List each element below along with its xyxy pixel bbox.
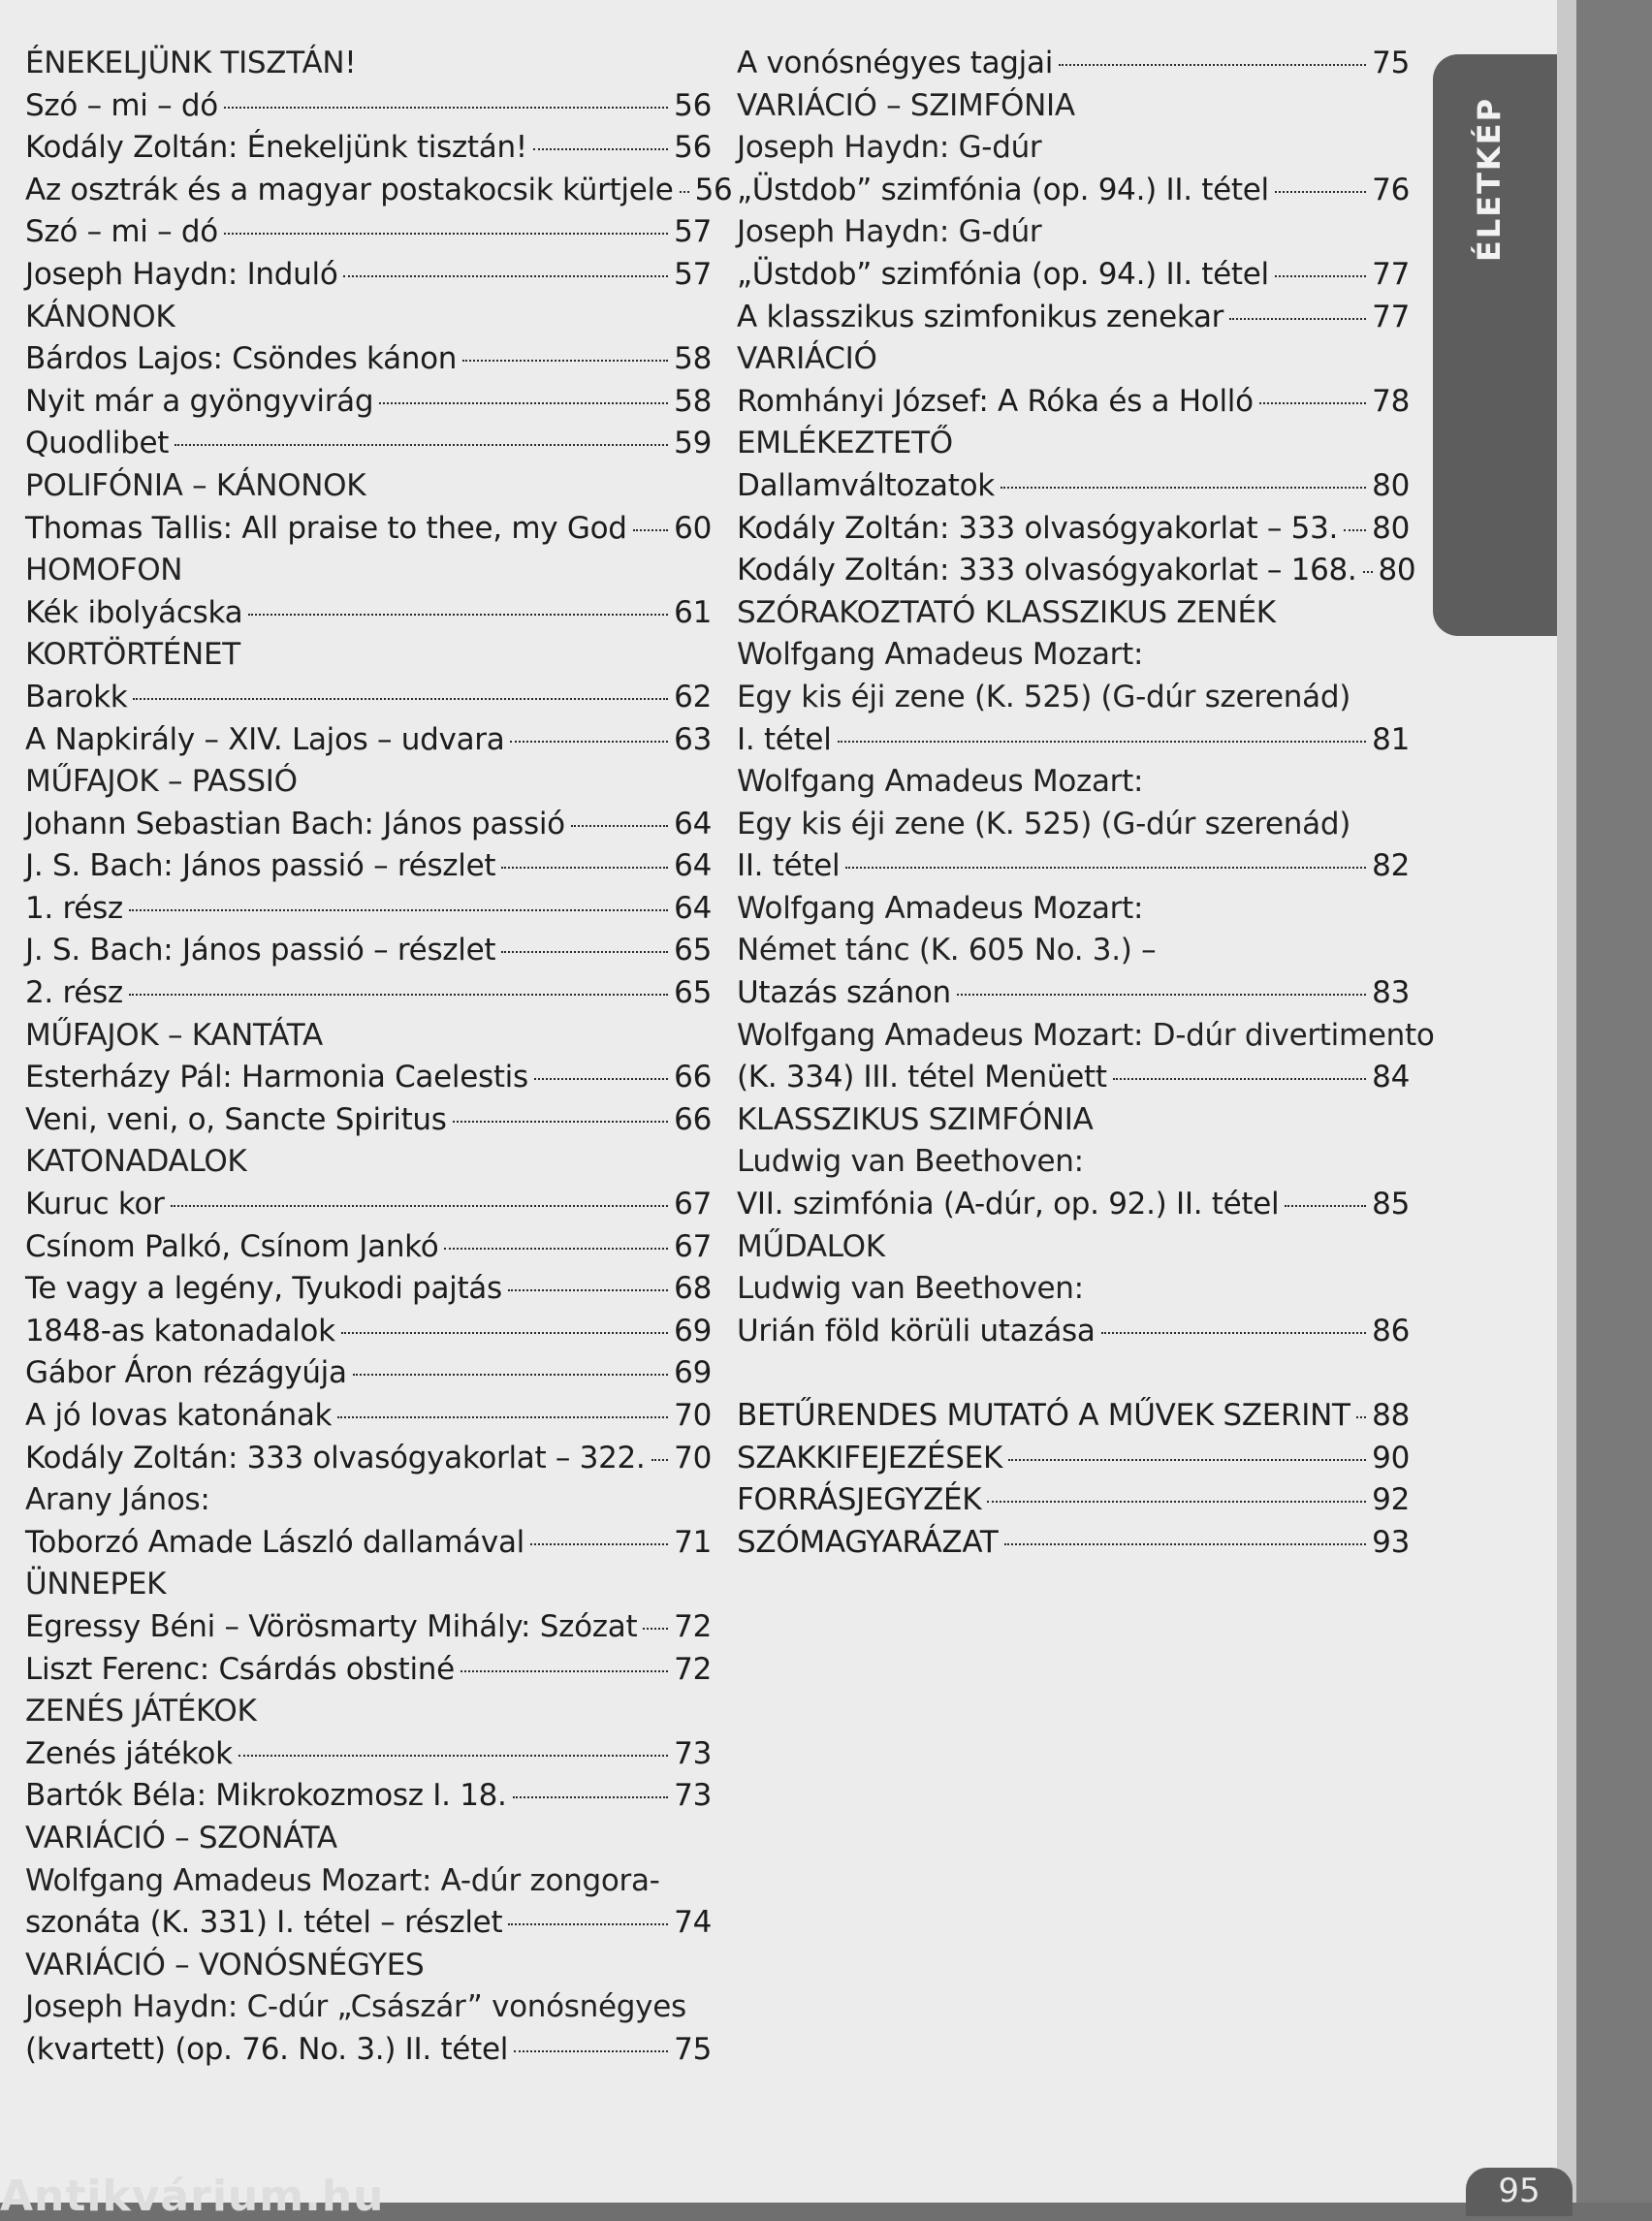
toc-entry: [737, 634, 1410, 677]
toc-entry: [737, 719, 1410, 762]
toc-entry-title: Ludwig van Beethoven:: [737, 1144, 1084, 1180]
toc-entry-title: J. S. Bach: János passió – részlet: [25, 933, 496, 968]
toc-entry-page: 78: [1372, 383, 1410, 419]
toc-entry: [25, 43, 712, 85]
toc-entry: [737, 1184, 1410, 1226]
toc-entry-title: Egy kis éji zene (K. 525) (G-dúr szerenád): [737, 806, 1351, 841]
dot-leader: [1001, 487, 1366, 489]
toc-entry-title: Kodály Zoltán: 333 olvasógyakorlat – 322.: [25, 1440, 646, 1475]
dot-leader: [838, 741, 1367, 743]
background-surface: [1576, 0, 1652, 2203]
toc-entry-page: 90: [1372, 1440, 1410, 1475]
toc-entry: [737, 1522, 1410, 1565]
dot-leader: [133, 698, 668, 700]
toc-entry: [25, 1522, 712, 1565]
toc-entry-title: 2. rész: [25, 975, 123, 1011]
toc-entry-title: Thomas Tallis: All praise to thee, my God: [25, 510, 627, 546]
toc-entry: [737, 888, 1410, 931]
toc-entry-title: SZAKKIFEJEZÉSEK: [737, 1440, 1002, 1475]
toc-entry-page: 70: [674, 1440, 712, 1475]
toc-entry: [737, 43, 1410, 85]
dot-leader: [1363, 571, 1373, 573]
toc-entry-page: 71: [674, 1524, 712, 1560]
dot-leader: [845, 867, 1366, 869]
toc-entry: [25, 1352, 712, 1395]
dot-leader: [1356, 1416, 1367, 1418]
toc-entry: [25, 254, 712, 297]
toc-entry: [25, 1099, 712, 1142]
toc-entry-title: SZÓRAKOZTATÓ KLASSZIKUS ZENÉK: [737, 594, 1276, 630]
toc-entry-page: 67: [674, 1187, 712, 1222]
dot-leader: [1229, 318, 1366, 320]
dot-leader: [444, 1248, 668, 1250]
dot-leader: [1008, 1459, 1366, 1461]
watermark: Antikvárium.hu: [0, 2172, 385, 2221]
toc-entry: [737, 297, 1410, 339]
toc-entry-title: II. tétel: [737, 848, 841, 884]
toc-entry-title: J. S. Bach: János passió – részlet: [25, 848, 496, 884]
toc-entry-page: 56: [674, 87, 712, 123]
dot-leader: [510, 741, 668, 743]
toc-entry-title: EMLÉKEZTETŐ: [737, 426, 953, 461]
toc-entry-title: Egy kis éji zene (K. 525) (G-dúr szerenád): [737, 679, 1351, 714]
toc-entry: [25, 1141, 712, 1184]
toc-entry-title: Romhányi József: A Róka és a Holló: [737, 383, 1254, 419]
dot-leader: [533, 148, 668, 150]
toc-entry-title: VARIÁCIÓ: [737, 341, 877, 377]
toc-entry-page: 88: [1372, 1398, 1410, 1433]
toc-entry: [737, 1395, 1410, 1438]
toc-entry-page: 64: [674, 848, 712, 884]
dot-leader: [1113, 1078, 1366, 1080]
toc-entry: [25, 1438, 712, 1480]
toc-entry-page: 63: [674, 721, 712, 757]
toc-entry-title: MŰFAJOK – PASSIÓ: [25, 764, 298, 800]
toc-entry-title: Bárdos Lajos: Csöndes kánon: [25, 341, 458, 377]
toc-entry-title: Wolfgang Amadeus Mozart:: [737, 764, 1144, 800]
toc-entry-title: 1. rész: [25, 890, 123, 926]
dot-leader: [1344, 529, 1366, 531]
dot-leader: [461, 1670, 668, 1672]
toc-entry: [25, 211, 712, 254]
toc-entry: [25, 1649, 712, 1692]
dot-leader: [129, 909, 668, 911]
toc-entry-title: VARIÁCIÓ – SZONÁTA: [25, 1820, 337, 1856]
dot-leader: [1259, 402, 1366, 404]
dot-leader: [1275, 191, 1366, 193]
toc-entry: [737, 1479, 1410, 1522]
toc-entry: [25, 592, 712, 635]
toc-entry-title: Ludwig van Beethoven:: [737, 1271, 1084, 1307]
toc-entry-title: Zenés játékok: [25, 1735, 233, 1771]
toc-entry-title: POLIFÓNIA – KÁNONOK: [25, 467, 366, 503]
toc-entry: [737, 845, 1410, 888]
toc-entry: [25, 888, 712, 931]
toc-entry-title: Kék ibolyácska: [25, 594, 243, 630]
dot-leader: [224, 107, 668, 109]
toc-entry-title: Kodály Zoltán: 333 olvasógyakorlat – 53.: [737, 510, 1339, 546]
toc-spacer: [737, 1352, 1410, 1395]
toc-entry-page: 73: [674, 1778, 712, 1814]
toc-entry-page: 77: [1372, 299, 1410, 334]
toc-entry: [25, 1311, 712, 1353]
toc-entry: [25, 381, 712, 424]
toc-entry-page: 93: [1372, 1524, 1410, 1560]
toc-entry-page: 67: [674, 1228, 712, 1264]
toc-entry-page: 56: [694, 172, 733, 207]
toc-entry-title: Utazás szánon: [737, 975, 951, 1011]
toc-entry-title: Wolfgang Amadeus Mozart: D-dúr divertimento: [737, 1017, 1435, 1053]
dot-leader: [1101, 1332, 1367, 1334]
toc-entry: [737, 85, 1410, 128]
toc-entry-title: ZENÉS JÁTÉKOK: [25, 1694, 257, 1729]
toc-entry-title: „Üstdob” szimfónia (op. 94.) II. tétel: [737, 256, 1269, 292]
toc-entry-page: 80: [1372, 467, 1410, 503]
toc-entry: [737, 677, 1410, 719]
toc-entry: [25, 1902, 712, 1945]
dot-leader: [379, 402, 668, 404]
toc-entry: [25, 677, 712, 719]
toc-entry: [737, 1268, 1410, 1311]
toc-entry-title: Quodlibet: [25, 426, 170, 461]
dot-leader: [987, 1501, 1366, 1503]
toc-entry-title: Kodály Zoltán: Énekeljünk tisztán!: [25, 130, 527, 166]
toc-entry-title: Szó – mi – dó: [25, 87, 218, 123]
toc-entry: [25, 1226, 712, 1269]
toc-entry-title: Dallamváltozatok: [737, 467, 995, 503]
toc-entry: [25, 1015, 712, 1058]
toc-entry-page: 74: [674, 1905, 712, 1941]
toc-entry: [25, 1986, 712, 2029]
toc-entry: [25, 634, 712, 677]
toc-entry-page: 64: [674, 890, 712, 926]
toc-entry-title: A Napkirály – XIV. Lajos – udvara: [25, 721, 505, 757]
toc-entry: [25, 170, 733, 212]
toc-entry: [25, 972, 712, 1015]
toc-entry-title: KLASSZIKUS SZIMFÓNIA: [737, 1101, 1094, 1137]
toc-entry-title: VII. szimfónia (A-dúr, op. 92.) II. tétel: [737, 1187, 1280, 1222]
toc-entry-title: ÜNNEPEK: [25, 1567, 167, 1602]
dot-leader: [957, 994, 1366, 996]
toc-entry-title: 1848-as katonadalok: [25, 1313, 335, 1348]
toc-entry-page: 73: [674, 1735, 712, 1771]
toc-entry-title: (K. 334) III. tétel Menüett: [737, 1060, 1107, 1095]
dot-leader: [651, 1459, 669, 1461]
dot-leader: [129, 994, 668, 996]
toc-entry-page: 70: [674, 1398, 712, 1433]
toc-entry-page: 58: [674, 341, 712, 377]
toc-entry-title: Egressy Béni – Vörösmarty Mihály: Szózat: [25, 1608, 638, 1644]
toc-entry-page: 80: [1378, 553, 1416, 588]
toc-entry-title: Veni, veni, o, Sancte Spiritus: [25, 1101, 447, 1137]
toc-entry-title: KORTÖRTÉNET: [25, 637, 240, 673]
toc-entry-title: KÁNONOK: [25, 299, 175, 334]
section-tab-label-wrap: [1450, 87, 1528, 271]
page-edge: [1557, 0, 1576, 2203]
toc-entry: [25, 1691, 712, 1733]
toc-entry-title: VARIÁCIÓ – SZIMFÓNIA: [737, 87, 1075, 123]
page-number: 95: [1466, 2168, 1573, 2216]
toc-entry: [25, 423, 712, 465]
toc-entry: [25, 761, 712, 804]
toc-entry: [25, 1860, 712, 1903]
toc-entry: [25, 2029, 712, 2072]
dot-leader: [453, 1121, 669, 1123]
toc-entry-page: 64: [674, 806, 712, 841]
toc-entry-page: 58: [674, 383, 712, 419]
dot-leader: [343, 275, 668, 277]
toc-entry-page: 65: [674, 933, 712, 968]
toc-entry: [737, 1226, 1410, 1269]
toc-entry-page: 80: [1372, 510, 1410, 546]
dot-leader: [175, 444, 668, 446]
toc-entry-title: SZÓMAGYARÁZAT: [737, 1524, 999, 1560]
toc-entry: [737, 1438, 1410, 1480]
toc-entry-page: 72: [674, 1651, 712, 1687]
toc-entry: [25, 1945, 712, 1987]
toc-entry-page: 83: [1372, 975, 1410, 1011]
toc-entry: [737, 1057, 1410, 1099]
toc-entry: [25, 804, 712, 846]
toc-entry-title: Wolfgang Amadeus Mozart:: [737, 890, 1144, 926]
toc-entry-title: Wolfgang Amadeus Mozart: A-dúr zongora-: [25, 1862, 660, 1898]
toc-entry: [737, 1311, 1410, 1353]
toc-entry: [25, 338, 712, 381]
toc-entry-title: A klasszikus szimfonikus zenekar: [737, 299, 1224, 334]
toc-entry: [25, 1479, 712, 1522]
toc-entry: [25, 1184, 712, 1226]
toc-entry: [25, 550, 712, 592]
toc-entry: [737, 550, 1416, 592]
toc-entry: [25, 508, 712, 551]
toc-entry-title: A jó lovas katonának: [25, 1398, 333, 1433]
dot-leader: [534, 1078, 668, 1080]
toc-entry-page: 65: [674, 975, 712, 1011]
toc-entry-title: Joseph Haydn: G-dúr: [737, 214, 1042, 250]
toc-entry-title: Csínom Palkó, Csínom Jankó: [25, 1228, 439, 1264]
toc-entry-title: Johann Sebastian Bach: János passió: [25, 806, 565, 841]
toc-right-column: [737, 43, 1435, 1564]
toc-entry: [737, 211, 1410, 254]
toc-entry: [737, 930, 1410, 972]
toc-entry-page: 75: [674, 2031, 712, 2067]
toc-entry-title: Liszt Ferenc: Csárdás obstiné: [25, 1651, 455, 1687]
toc-entry-title: Joseph Haydn: G-dúr: [737, 130, 1042, 166]
dot-leader: [337, 1416, 668, 1418]
toc-entry: [25, 1606, 712, 1649]
dot-leader: [171, 1205, 669, 1207]
toc-entry: [25, 1057, 712, 1099]
dot-leader: [571, 825, 668, 827]
toc-entry-page: 66: [674, 1101, 712, 1137]
toc-entry: [737, 1015, 1435, 1058]
dot-leader: [248, 614, 668, 616]
toc-entry-page: 62: [674, 679, 712, 714]
toc-entry-title: HOMOFON: [25, 553, 183, 588]
toc-entry-title: Urián föld körüli utazása: [737, 1313, 1096, 1348]
toc-entry: [25, 1818, 712, 1860]
toc-entry: [737, 423, 1410, 465]
dot-leader: [501, 867, 668, 869]
dot-leader: [643, 1628, 668, 1630]
toc-entry: [737, 254, 1410, 297]
toc-entry: [25, 465, 712, 508]
dot-leader: [508, 1289, 668, 1291]
toc-entry: [737, 1099, 1410, 1142]
dot-leader: [680, 191, 689, 193]
section-tab-label: ÉLETKÉP: [1471, 96, 1509, 263]
dot-leader: [1275, 275, 1366, 277]
dot-leader: [508, 1923, 668, 1925]
toc-entry-page: 66: [674, 1060, 712, 1095]
toc-entry-page: 57: [674, 214, 712, 250]
dot-leader: [238, 1755, 668, 1757]
toc-entry-title: Német tánc (K. 605 No. 3.) –: [737, 933, 1157, 968]
toc-entry: [25, 1395, 712, 1438]
toc-entry-page: 82: [1372, 848, 1410, 884]
toc-left-column: [25, 43, 733, 2072]
toc-entry: [737, 381, 1410, 424]
toc-entry-title: I. tétel: [737, 721, 832, 757]
toc-entry-title: KATONADALOK: [25, 1144, 247, 1180]
toc-entry-page: 76: [1372, 172, 1410, 207]
toc-entry-title: Joseph Haydn: C-dúr „Császár” vonósnégyes: [25, 1989, 686, 2025]
toc-entry: [737, 127, 1410, 170]
toc-entry-title: Kuruc kor: [25, 1187, 165, 1222]
toc-entry-title: (kvartett) (op. 76. No. 3.) II. tétel: [25, 2031, 509, 2067]
toc-entry: [737, 972, 1410, 1015]
toc-entry-page: 77: [1372, 256, 1410, 292]
toc-entry-title: Nyit már a gyöngyvirág: [25, 383, 374, 419]
dot-leader: [501, 951, 668, 953]
toc-entry-title: FORRÁSJEGYZÉK: [737, 1482, 982, 1518]
toc-entry-page: 75: [1372, 46, 1410, 80]
toc-entry: [25, 845, 712, 888]
toc-entry-page: 57: [674, 256, 712, 292]
toc-entry-title: Esterházy Pál: Harmonia Caelestis: [25, 1060, 528, 1095]
toc-entry-title: Wolfgang Amadeus Mozart:: [737, 637, 1144, 673]
dot-leader: [633, 529, 669, 531]
toc-entry: [25, 719, 712, 762]
toc-entry-title: Arany János:: [25, 1482, 210, 1518]
toc-entry-title: Toborzó Amade László dallamával: [25, 1524, 524, 1560]
toc-entry-title: Kodály Zoltán: 333 olvasógyakorlat – 168.: [737, 553, 1357, 588]
toc-entry-title: Szó – mi – dó: [25, 214, 218, 250]
toc-entry: [25, 1268, 712, 1311]
dot-leader: [353, 1374, 668, 1376]
toc-entry: [737, 170, 1410, 212]
toc-entry: [25, 930, 712, 972]
toc-entry-title: Joseph Haydn: Induló: [25, 256, 338, 292]
toc-entry-page: 61: [674, 594, 712, 630]
toc-entry-page: 92: [1372, 1482, 1410, 1518]
toc-entry-page: 59: [674, 426, 712, 461]
toc-entry-page: 56: [674, 130, 712, 166]
dot-leader: [514, 2050, 668, 2052]
dot-leader: [462, 360, 668, 362]
toc-entry-title: VARIÁCIÓ – VONÓSNÉGYES: [25, 1947, 425, 1983]
toc-entry: [737, 338, 1410, 381]
toc-entry: [25, 1733, 712, 1776]
dot-leader: [1059, 64, 1366, 66]
toc-entry: [25, 1564, 712, 1606]
toc-entry: [737, 761, 1410, 804]
toc-entry-title: Barokk: [25, 679, 128, 714]
toc-entry: [737, 592, 1410, 635]
toc-entry-page: 84: [1372, 1060, 1410, 1095]
dot-leader: [1004, 1543, 1367, 1545]
toc-entry: [737, 508, 1410, 551]
toc-entry-page: 81: [1372, 721, 1410, 757]
dot-leader: [1285, 1205, 1366, 1207]
toc-entry-title: Te vagy a legény, Tyukodi pajtás: [25, 1271, 502, 1307]
toc-entry: [737, 804, 1410, 846]
toc-entry-page: 69: [674, 1313, 712, 1348]
toc-entry-title: MŰDALOK: [737, 1228, 885, 1264]
toc-entry-title: szonáta (K. 331) I. tétel – részlet: [25, 1905, 503, 1941]
toc-entry: [25, 1775, 712, 1818]
toc-entry-title: ÉNEKELJÜNK TISZTÁN!: [25, 46, 357, 80]
toc-entry-title: „Üstdob” szimfónia (op. 94.) II. tétel: [737, 172, 1269, 207]
toc-entry: [25, 85, 712, 128]
toc-entry-title: BETŰRENDES MUTATÓ A MŰVEK SZERINT: [737, 1398, 1350, 1433]
toc-entry-page: 69: [674, 1355, 712, 1391]
toc-entry-page: 60: [674, 510, 712, 546]
dot-leader: [513, 1796, 669, 1798]
toc-entry: [25, 297, 712, 339]
toc-entry-title: Az osztrák és a magyar postakocsik kürtjele: [25, 172, 674, 207]
toc-entry: [737, 465, 1410, 508]
dot-leader: [530, 1543, 668, 1545]
toc-entry-page: 85: [1372, 1187, 1410, 1222]
toc-entry-page: 86: [1372, 1313, 1410, 1348]
toc-entry-title: A vonósnégyes tagjai: [737, 46, 1054, 80]
dot-leader: [341, 1332, 668, 1334]
dot-leader: [224, 233, 668, 235]
toc-entry: [25, 127, 712, 170]
toc-entry-title: Bartók Béla: Mikrokozmosz I. 18.: [25, 1778, 507, 1814]
toc-entry: [737, 1141, 1410, 1184]
toc-entry-page: 72: [674, 1608, 712, 1644]
toc-entry-title: Gábor Áron rézágyúja: [25, 1355, 347, 1391]
toc-entry-title: MŰFAJOK – KANTÁTA: [25, 1017, 323, 1053]
toc-entry-page: 68: [674, 1271, 712, 1307]
